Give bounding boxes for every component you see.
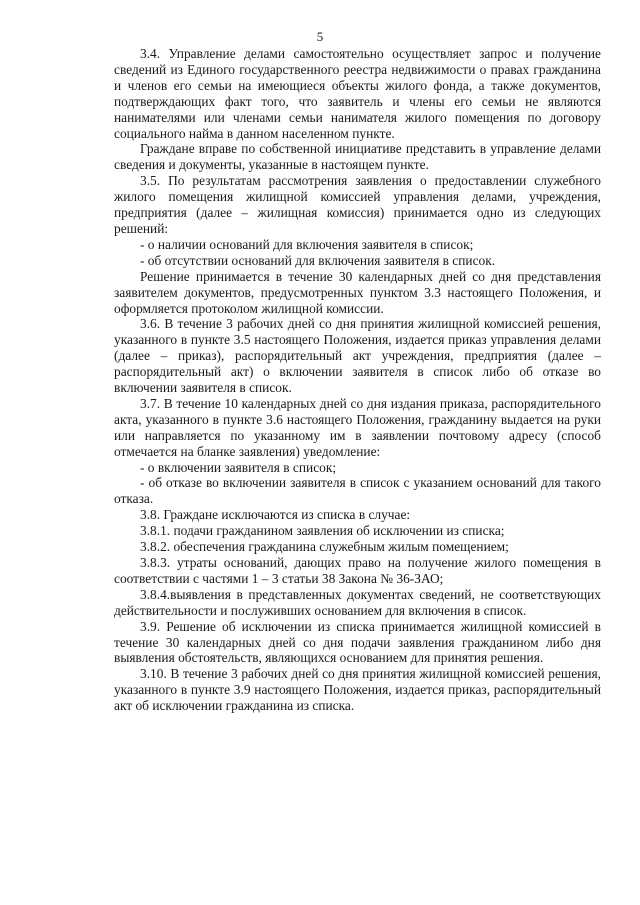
paragraph-3-6: 3.6. В течение 3 рабочих дней со дня принятия жилищной комиссией решения, указанного в пункте 3.5 настоящего Положения, издается приказ управления делами (далее – приказ), распорядительный акт учреждения, предприятия (далее – распорядительный акт) о включении заявителя в список либо об отказе во включении заявителя в список.: [114, 316, 601, 396]
paragraph-3-9: 3.9. Решение об исключении из списка принимается жилищной комиссией в течение 30 календарных дней со дня подачи заявления гражданином либо дня выявления обстоятельств, являющихся основанием для принятия решения.: [114, 618, 601, 666]
paragraph-3-10: 3.10. В течение 3 рабочих дней со дня принятия жилищной комиссией решения, указанного в пункте 3.9 настоящего Положения, издается приказ, распорядительный акт об исключении гражданина из списка.: [114, 666, 601, 714]
list-item-grounds-present: - о наличии оснований для включения заявителя в список;: [140, 236, 474, 252]
paragraph-3-7: 3.7. В течение 10 календарных дней со дня издания приказа, распорядительного акта, указанного в пункте 3.6 настоящего Положения, гражданину выдается на руки или направляется по указанному им в заявлении почтовому адресу (способ отмечается на бланке заявления) уведомление:: [114, 395, 601, 459]
paragraph-3-4: 3.4. Управление делами самостоятельно осуществляет запрос и получение сведений из Единого государственного реестра недвижимости о правах гражданина и членов его семьи на имеющиеся объекты жилого фонда, а также документов, подтверждающих факт того, что заявитель и члены его семьи не являются нанимателями или членами семьи нанимателя жилого помещения по договору социального найма в данном населенном пункте.: [114, 46, 601, 141]
list-item-inclusion-notice: - о включении заявителя в список;: [140, 459, 337, 475]
page-number: 5: [316, 29, 324, 44]
paragraph-3-8: 3.8. Граждане исключаются из списка в случае:: [140, 507, 411, 523]
paragraph-decision-term: Решение принимается в течение 30 календарных дней со дня представления заявителем документов, предусмотренных пунктом 3.3 настоящего Положения, и оформляется протоколом жилищной комиссии.: [114, 268, 601, 316]
paragraph-citizens-right: Граждане вправе по собственной инициативе представить в управление делами сведения и документы, указанные в настоящем пункте.: [114, 141, 601, 173]
list-item-refusal-notice: - об отказе во включении заявителя в список с указанием оснований для такого отказа.: [114, 475, 601, 507]
paragraph-3-8-4: 3.8.4.выявления в представленных документах сведений, не соответствующих действительности и послуживших основанием для включения в список.: [114, 586, 601, 618]
paragraph-3-8-1: 3.8.1. подачи гражданином заявления об исключении из списка;: [140, 523, 505, 539]
paragraph-3-8-3: 3.8.3. утраты оснований, дающих право на получение жилого помещения в соответствии с частями 1 – 3 статьи 38 Закона № 36-ЗАО;: [114, 555, 601, 586]
list-item-grounds-absent: - об отсутствии оснований для включения заявителя в список.: [140, 252, 496, 268]
paragraph-3-8-2: 3.8.2. обеспечения гражданина служебным жилым помещением;: [140, 539, 509, 555]
paragraph-3-5: 3.5. По результатам рассмотрения заявления о предоставлении служебного жилого помещения жилищной комиссией управления делами, учреждения, предприятия (далее – жилищная комиссия) принимается одно из следующих решений:: [114, 173, 601, 236]
document-body: [114, 46, 601, 714]
